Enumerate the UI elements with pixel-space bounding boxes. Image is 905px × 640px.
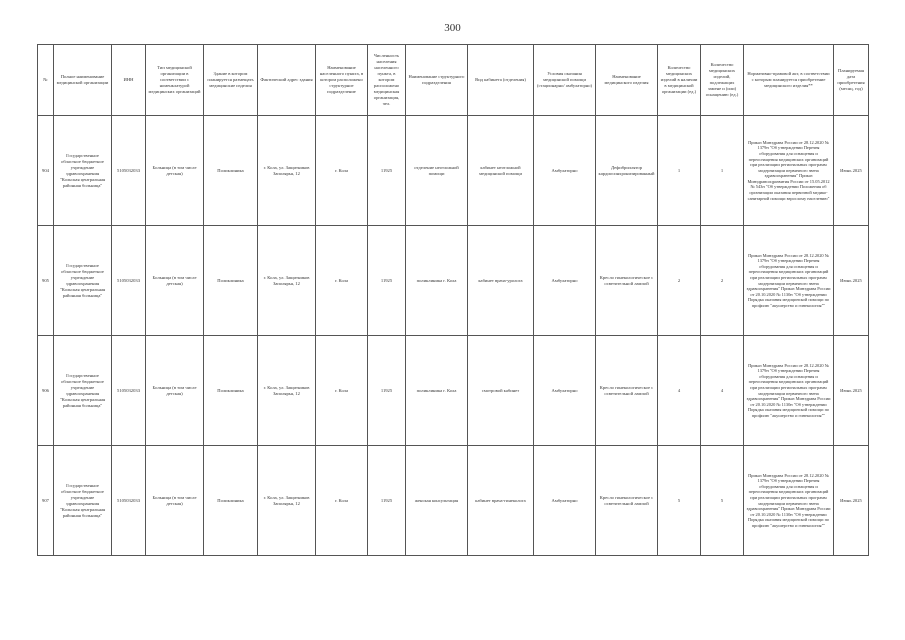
cell-unit: поликлиника г. Кола: [406, 226, 468, 336]
cell-population: 11925: [368, 446, 406, 556]
cell-have: 1: [658, 116, 701, 226]
cell-inn: 5105032033: [112, 446, 146, 556]
cell-org: Государственное областное бюджетное учреждение здравоохранения "Кольская центральная районная больница": [54, 116, 112, 226]
cell-address: г. Кола, ул. Защитников Заполярья, 12: [258, 336, 316, 446]
cell-unit: поликлиника г. Кола: [406, 336, 468, 446]
cell-device: Кресло гинекологическое с осветительной лампой: [596, 226, 658, 336]
cell-address: г. Кола, ул. Защитников Заполярья, 12: [258, 446, 316, 556]
cell-org: Государственное областное бюджетное учреждение здравоохранения "Кольская центральная районная больница": [54, 336, 112, 446]
cell-locality: г. Кола: [316, 226, 368, 336]
cell-number: 905: [38, 226, 54, 336]
equipment-table: [37, 44, 869, 556]
cell-building: Поликлиника: [204, 446, 258, 556]
cell-date: Июнь 2025: [834, 446, 869, 556]
cell-need: 2: [701, 226, 744, 336]
cell-device: Кресло гинекологическое с осветительной лампой: [596, 446, 658, 556]
cell-locality: г. Кола: [316, 446, 368, 556]
cell-have: 2: [658, 226, 701, 336]
cell-have: 5: [658, 446, 701, 556]
table-header-row: [38, 45, 869, 116]
cell-basis: Приказ Минздрава России от 28.12.2020 № 1379н "Об утверждении Перечня оборудования для оснащения и переоснащения медицинских организаций при реализации региональных программ модернизации первичного звена здравоохранения" Приказ Минздрава России от 20.10.2020 № 1130н "Об утверждении Порядка оказания медицинской помощи по профилю "акушерство и гинекология"": [744, 446, 834, 556]
cell-number: 904: [38, 116, 54, 226]
header-building: Здание в котором планируется размещать медицинские изделия: [204, 45, 258, 116]
cell-cabinet: смотровой кабинет: [468, 336, 534, 446]
cell-number: 907: [38, 446, 54, 556]
cell-inn: 5105032033: [112, 226, 146, 336]
cell-have: 4: [658, 336, 701, 446]
cell-basis: Приказ Минздрава России от 28.12.2020 № 1379н "Об утверждении Перечня оборудования для оснащения и переоснащения медицинских организаций при реализации региональных программ модернизации первичного звена здравоохранения" Приказ Минздрава России от 20.10.2020 № 1130н "Об утверждении Порядка оказания медицинской помощи по профилю "акушерство и гинекология"": [744, 336, 834, 446]
cell-device: Дефибриллятор кардиосинхронизированный: [596, 116, 658, 226]
cell-need: 5: [701, 446, 744, 556]
header-inn: ИНН: [112, 45, 146, 116]
cell-address: г. Кола, ул. Защитников Заполярья, 12: [258, 226, 316, 336]
cell-locality: г. Кола: [316, 336, 368, 446]
header-have: Количество медицинских изделий в наличии в медицинской организации (ед.): [658, 45, 701, 116]
cell-building: Поликлиника: [204, 336, 258, 446]
header-date: Планируемая дата приобретения (месяц, год): [834, 45, 869, 116]
cell-basis: Приказ Минздрава России от 28.12.2020 № 1379н "Об утверждении Перечня оборудования для оснащения и переоснащения медицинских организаций при реализации региональных программ модернизации первичного звена здравоохранения" Приказ Минздрава России от 20.10.2020 № 1130н "Об утверждении Порядка оказания медицинской помощи по профилю "акушерство и гинекология"": [744, 226, 834, 336]
cell-org-type: Больница (в том числе детская): [146, 116, 204, 226]
cell-date: Июнь 2025: [834, 116, 869, 226]
cell-cabinet: кабинет врача-уролога: [468, 226, 534, 336]
cell-date: Июнь 2025: [834, 336, 869, 446]
cell-org-type: Больница (в том числе детская): [146, 226, 204, 336]
cell-address: г. Кола, ул. Защитников Заполярья, 12: [258, 116, 316, 226]
header-cabinet: Вид кабинета (отделения): [468, 45, 534, 116]
header-population: Численность населения населенного пункта, в котором расположено медицинская организация, чел.: [368, 45, 406, 116]
header-org-type: Тип медицинской организации в соответствии с номенклатурой медицинских организаций: [146, 45, 204, 116]
cell-basis: Приказ Минздрава России от 28.12.2020 № 1379н "Об утверждении Перечня оборудования для оснащения и переоснащения медицинских организаций при реализации региональных программ модернизации первичного звена здравоохранения" Приказ Минздравсоцразвития России от 15.05.2012 № 543н "Об утверждении Положения об организации оказания первичной медико-санитарной помощи взрослому населению": [744, 116, 834, 226]
header-number: №: [38, 45, 54, 116]
cell-conditions: Амбулаторно: [534, 226, 596, 336]
table-row: [38, 336, 869, 446]
cell-cabinet: кабинет врача-гинеколога: [468, 446, 534, 556]
cell-conditions: Амбулаторно: [534, 116, 596, 226]
cell-conditions: Амбулаторно: [534, 336, 596, 446]
cell-need: 1: [701, 116, 744, 226]
cell-inn: 5105032033: [112, 116, 146, 226]
page-number: 300: [444, 22, 461, 34]
header-conditions: Условия оказания медицинской помощи (стационарно/ амбулаторно): [534, 45, 596, 116]
cell-device: Кресло гинекологическое с осветительной лампой: [596, 336, 658, 446]
cell-number: 906: [38, 336, 54, 446]
cell-org-type: Больница (в том числе детская): [146, 336, 204, 446]
cell-building: Поликлиника: [204, 226, 258, 336]
header-unit: Наименование структурного подразделения: [406, 45, 468, 116]
header-device: Наименование медицинского изделия: [596, 45, 658, 116]
cell-unit: женская консультация: [406, 446, 468, 556]
table-row: [38, 226, 869, 336]
header-basis: Нормативно-правовой акт, в соответствии с которым планируется приобретение медицинского изделия**: [744, 45, 834, 116]
header-need: Количество медицинских изделий, подлежащих замене и (или) оснащению (ед.): [701, 45, 744, 116]
cell-org-type: Больница (в том числе детская): [146, 446, 204, 556]
cell-cabinet: кабинет неотложной медицинской помощи: [468, 116, 534, 226]
cell-locality: г. Кола: [316, 116, 368, 226]
table-row: [38, 446, 869, 556]
cell-inn: 5105032033: [112, 336, 146, 446]
cell-population: 11925: [368, 336, 406, 446]
cell-date: Июнь 2025: [834, 226, 869, 336]
table-row: [38, 116, 869, 226]
cell-unit: отделение неотложной помощи: [406, 116, 468, 226]
header-locality: Наименование населенного пункта, в котором расположено структурное подразделение: [316, 45, 368, 116]
cell-conditions: Амбулаторно: [534, 446, 596, 556]
header-address: Фактический адрес здания: [258, 45, 316, 116]
cell-building: Поликлиника: [204, 116, 258, 226]
cell-org: Государственное областное бюджетное учреждение здравоохранения "Кольская центральная районная больница": [54, 446, 112, 556]
cell-population: 11925: [368, 116, 406, 226]
cell-org: Государственное областное бюджетное учреждение здравоохранения "Кольская центральная районная больница": [54, 226, 112, 336]
header-org: Полное наименование медицинской организации: [54, 45, 112, 116]
cell-population: 11925: [368, 226, 406, 336]
cell-need: 4: [701, 336, 744, 446]
